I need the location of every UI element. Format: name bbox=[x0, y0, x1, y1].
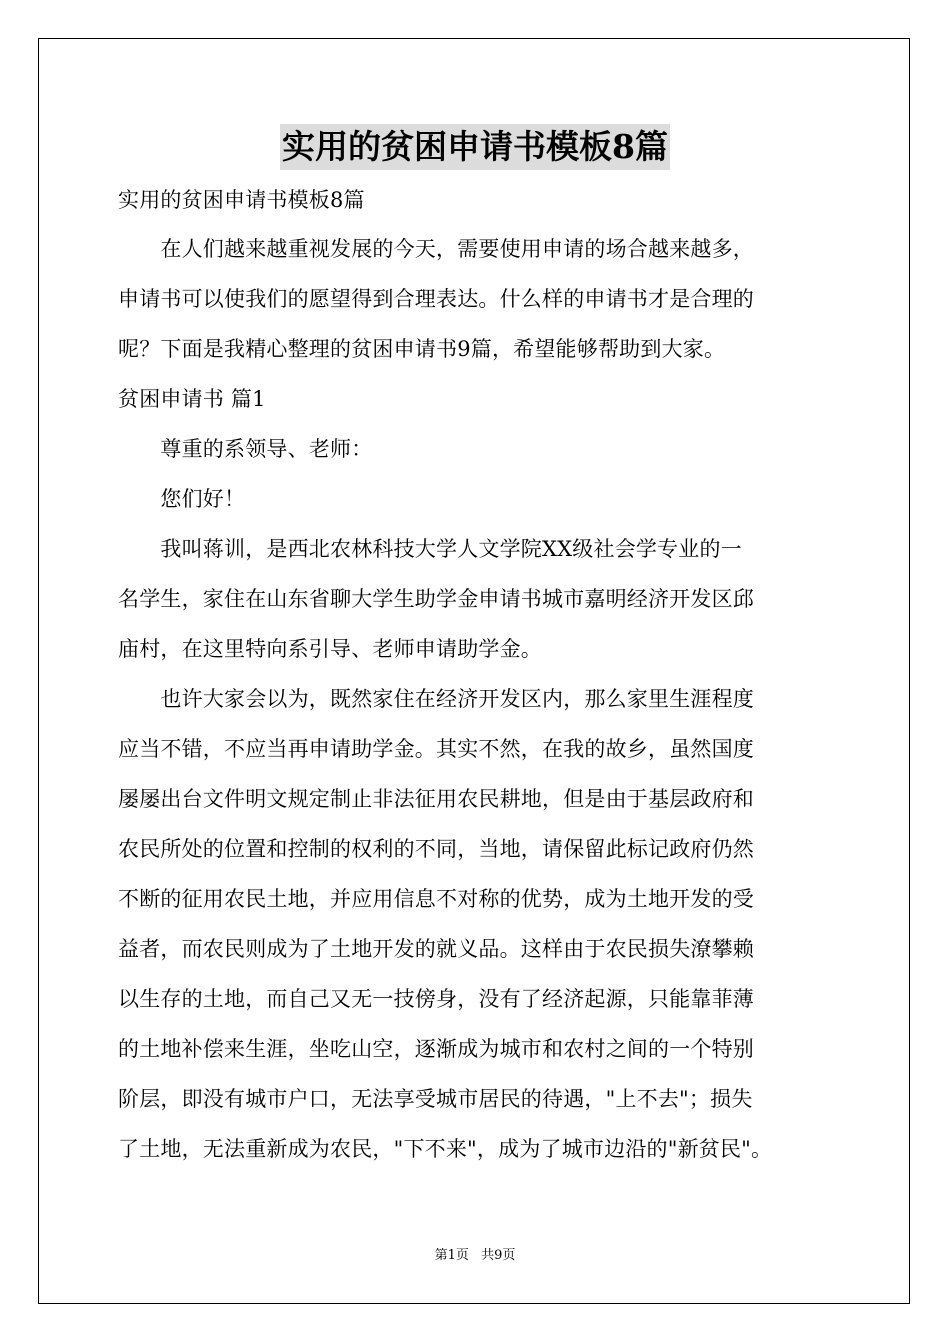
text-line-17: 以生存的土地，而自己又无一技傍身，没有了经济起源，只能靠菲薄 bbox=[118, 987, 754, 1011]
text-line-7: 您们好！ bbox=[118, 487, 246, 511]
text-line-1: 实用的贫困申请书模板8篇 bbox=[118, 188, 365, 212]
page-border bbox=[38, 38, 910, 1304]
text-line-15: 不断的征用农民土地，并应用信息不对称的优势，成为土地开发的受 bbox=[118, 887, 754, 911]
text-line-19: 阶层，即没有城市户口，无法享受城市居民的待遇，"上不去"；损失 bbox=[118, 1087, 753, 1111]
text-line-8: 我叫蒋训，是西北农林科技大学人文学院XX级社会学专业的一 bbox=[118, 537, 742, 561]
text-line-6: 尊重的系领导、老师： bbox=[118, 437, 373, 461]
text-line-11: 也许大家会以为，既然家住在经济开发区内，那么家里生涯程度 bbox=[118, 687, 754, 711]
page-total: 共9页 bbox=[481, 1248, 516, 1263]
text-line-16: 益者，而农民则成为了土地开发的就义品。这样由于农民损失潦攀赖 bbox=[118, 937, 754, 961]
text-line-4: 呢？下面是我精心整理的贫困申请书9篇，希望能够帮助到大家。 bbox=[118, 337, 726, 361]
document-title: 实用的贫困申请书模板8篇 bbox=[280, 124, 670, 170]
text-line-2: 在人们越来越重视发展的今天，需要使用申请的场合越来越多， bbox=[118, 237, 754, 261]
text-line-3: 申请书可以使我们的愿望得到合理表达。什么样的申请书才是合理的 bbox=[118, 287, 754, 311]
text-line-12: 应当不错，不应当再申请助学金。其实不然，在我的故乡，虽然国度 bbox=[118, 737, 754, 761]
page-footer bbox=[0, 1247, 950, 1265]
text-line-5: 贫困申请书 篇1 bbox=[118, 387, 266, 411]
text-line-9: 名学生，家住在山东省聊大学生助学金申请书城市嘉明经济开发区邱 bbox=[118, 587, 754, 611]
text-line-18: 的土地补偿来生涯，坐吃山空，逐渐成为城市和农村之间的一个特别 bbox=[118, 1037, 754, 1061]
page-number: 第1页 bbox=[434, 1248, 469, 1263]
title-container bbox=[0, 124, 950, 170]
text-line-13: 屡屡出台文件明文规定制止非法征用农民耕地，但是由于基层政府和 bbox=[118, 787, 754, 811]
text-line-10: 庙村，在这里特向系引导、老师申请助学金。 bbox=[118, 637, 542, 661]
text-line-14: 农民所处的位置和控制的权利的不同，当地，请保留此标记政府仍然 bbox=[118, 837, 754, 861]
text-line-20: 了土地，无法重新成为农民，"下不来"，成为了城市边沿的"新贫民"。 bbox=[118, 1137, 773, 1161]
